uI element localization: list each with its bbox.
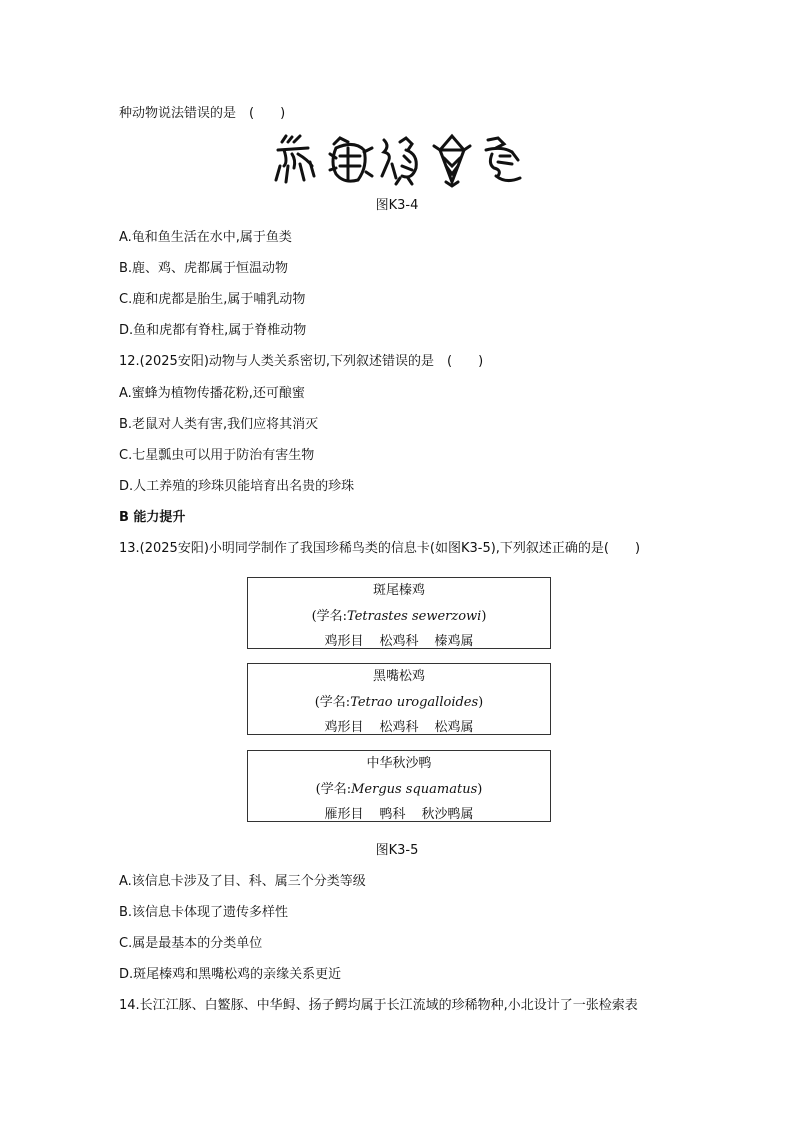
q12-option-a: A.蜜蜂为植物传播花粉,还可酿蜜 (119, 386, 305, 401)
card-bird-name: 中华秋沙鸭 (366, 756, 432, 771)
card-genus: 榛鸡属 (434, 634, 474, 649)
q11-option-c: C.鹿和虎都是胎生,属于哺乳动物 (119, 292, 306, 307)
card-bird-name: 斑尾榛鸡 (372, 583, 425, 598)
card-taxonomy (248, 634, 550, 650)
q12-stem: 12.(2025安阳)动物与人类关系密切,下列叙述错误的是 ( ) (119, 354, 484, 369)
q13-option-b: B.该信息卡体现了遗传多样性 (119, 905, 289, 920)
card-scientific-name: (学名:Tetrao urogalloides) (314, 695, 484, 710)
fish-glyph-icon (434, 136, 470, 186)
q11-option-d: D.鱼和虎都有脊柱,属于脊椎动物 (119, 323, 307, 338)
card-family: 鸭科 (379, 807, 406, 822)
card-family: 松鸡科 (379, 634, 419, 649)
card-family: 松鸡科 (379, 720, 419, 735)
info-card-3 (247, 750, 551, 822)
figure-k3-5-caption: 图K3-5 (375, 843, 419, 858)
card-taxonomy (248, 807, 550, 823)
q13-stem: 13.(2025安阳)小明同学制作了我国珍稀鸟类的信息卡(如图K3-5),下列叙述正确的是( ) (119, 541, 641, 556)
card-genus: 秋沙鸭属 (421, 807, 474, 822)
q13-option-d: D.斑尾榛鸡和黑嘴松鸡的亲缘关系更近 (119, 967, 342, 982)
turtle-glyph-icon (330, 138, 372, 181)
tiger-glyph-icon (486, 138, 520, 181)
q13-option-c: C.属是最基本的分类单位 (119, 936, 263, 951)
deer-glyph-icon (276, 136, 314, 182)
figure-k3-4 (270, 132, 530, 188)
q11-option-b: B.鹿、鸡、虎都属于恒温动物 (119, 261, 289, 276)
card-genus: 松鸡属 (434, 720, 474, 735)
info-card-1 (247, 577, 551, 649)
section-b-heading: B 能力提升 (119, 510, 186, 525)
chicken-glyph-icon (382, 138, 416, 184)
q12-option-d: D.人工养殖的珍珠贝能培育出名贵的珍珠 (119, 479, 355, 494)
card-order: 鸡形目 (324, 634, 364, 649)
card-order: 雁形目 (324, 807, 364, 822)
q13-option-a: A.该信息卡涉及了目、科、属三个分类等级 (119, 874, 366, 889)
q12-option-c: C.七星瓢虫可以用于防治有害生物 (119, 448, 315, 463)
card-order: 鸡形目 (324, 720, 364, 735)
card-bird-name: 黑嘴松鸡 (372, 669, 425, 684)
q11-stem-tail: 种动物说法错误的是 ( ) (119, 106, 286, 121)
oracle-glyph-figure (270, 132, 530, 188)
q14-stem: 14.长江江豚、白鳘豚、中华鲟、扬子鳄均属于长江流域的珍稀物种,小北设计了一张检索表 (119, 998, 638, 1013)
card-taxonomy (248, 720, 550, 736)
info-card-2 (247, 663, 551, 735)
q12-option-b: B.老鼠对人类有害,我们应将其消灭 (119, 417, 319, 432)
card-scientific-name: (学名:Tetrastes sewerzowi) (311, 609, 487, 624)
card-scientific-name: (学名:Mergus squamatus) (315, 782, 483, 797)
figure-k3-4-caption: 图K3-4 (375, 198, 419, 213)
q11-option-a: A.龟和鱼生活在水中,属于鱼类 (119, 230, 292, 245)
